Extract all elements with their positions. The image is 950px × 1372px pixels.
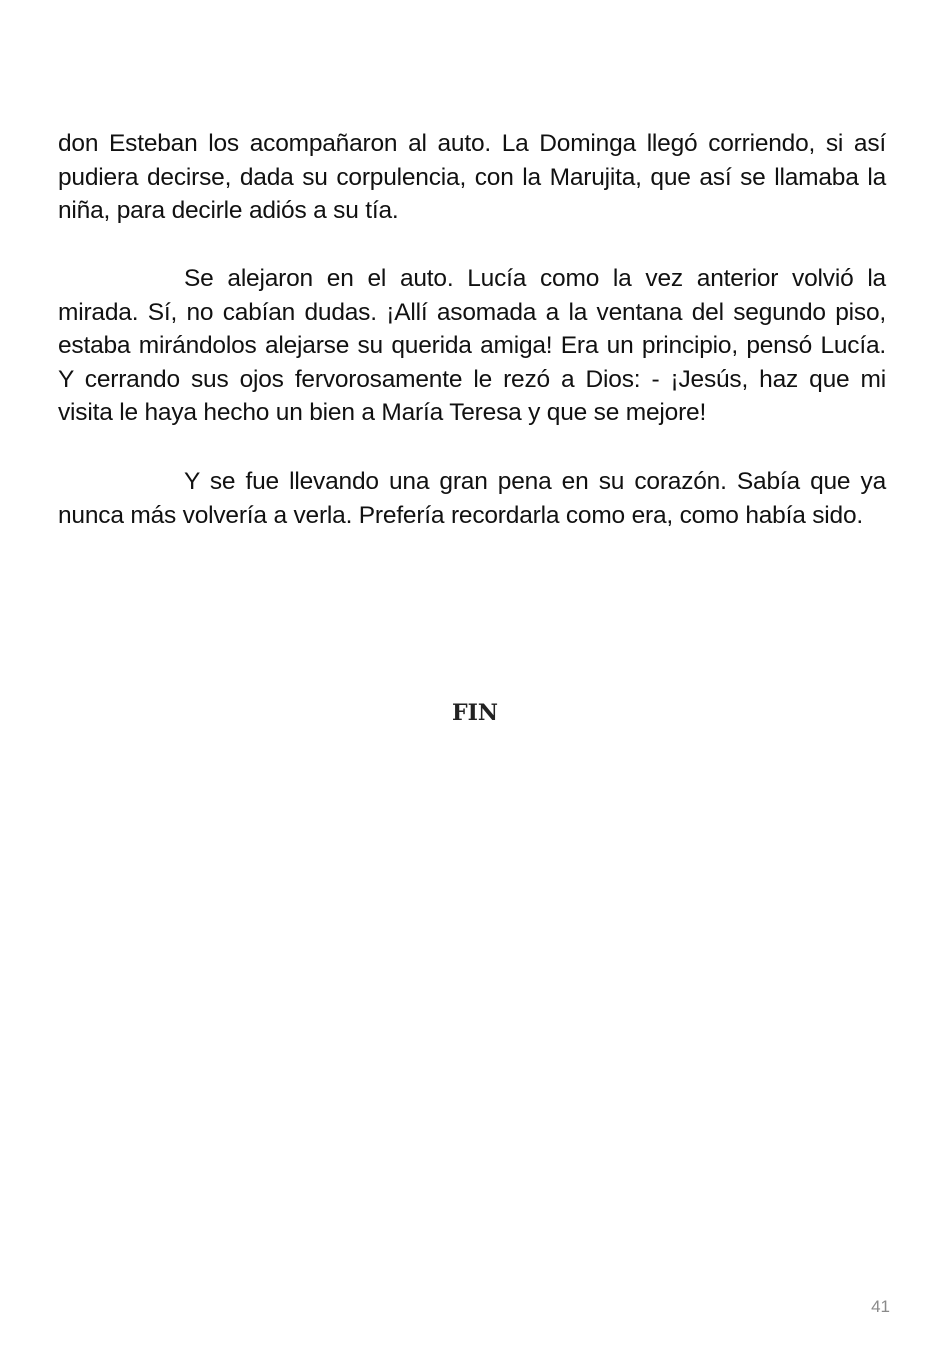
page-number: 41	[871, 1297, 890, 1316]
paragraph-3: Y se fue llevando una gran pena en su corazón. Sabía que ya nunca más volvería a verla. Prefería recordarla como era, como había sido.	[58, 468, 886, 529]
ending-title: FIN	[451, 700, 499, 726]
paragraph-1: don Esteban los acompañaron al auto. La Dominga llegó corriendo, si así pudiera decirse, dada su corpulencia, con la Marujita, que así se llamaba la niña, para decirle adiós a su tía.	[58, 130, 886, 224]
paragraph-2: Se alejaron en el auto. Lucía como la vez anterior volvió la mirada. Sí, no cabían dudas. ¡Allí asomada a la ventana del segundo piso, estaba mirándolos alejarse su querida amiga! Era un principio, pensó Lucía. Y cerrando sus ojos fervorosamente le rezó a Dios: - ¡Jesús, haz que mi visita le haya hecho un bien a María Teresa y que se mejore!	[58, 265, 886, 426]
